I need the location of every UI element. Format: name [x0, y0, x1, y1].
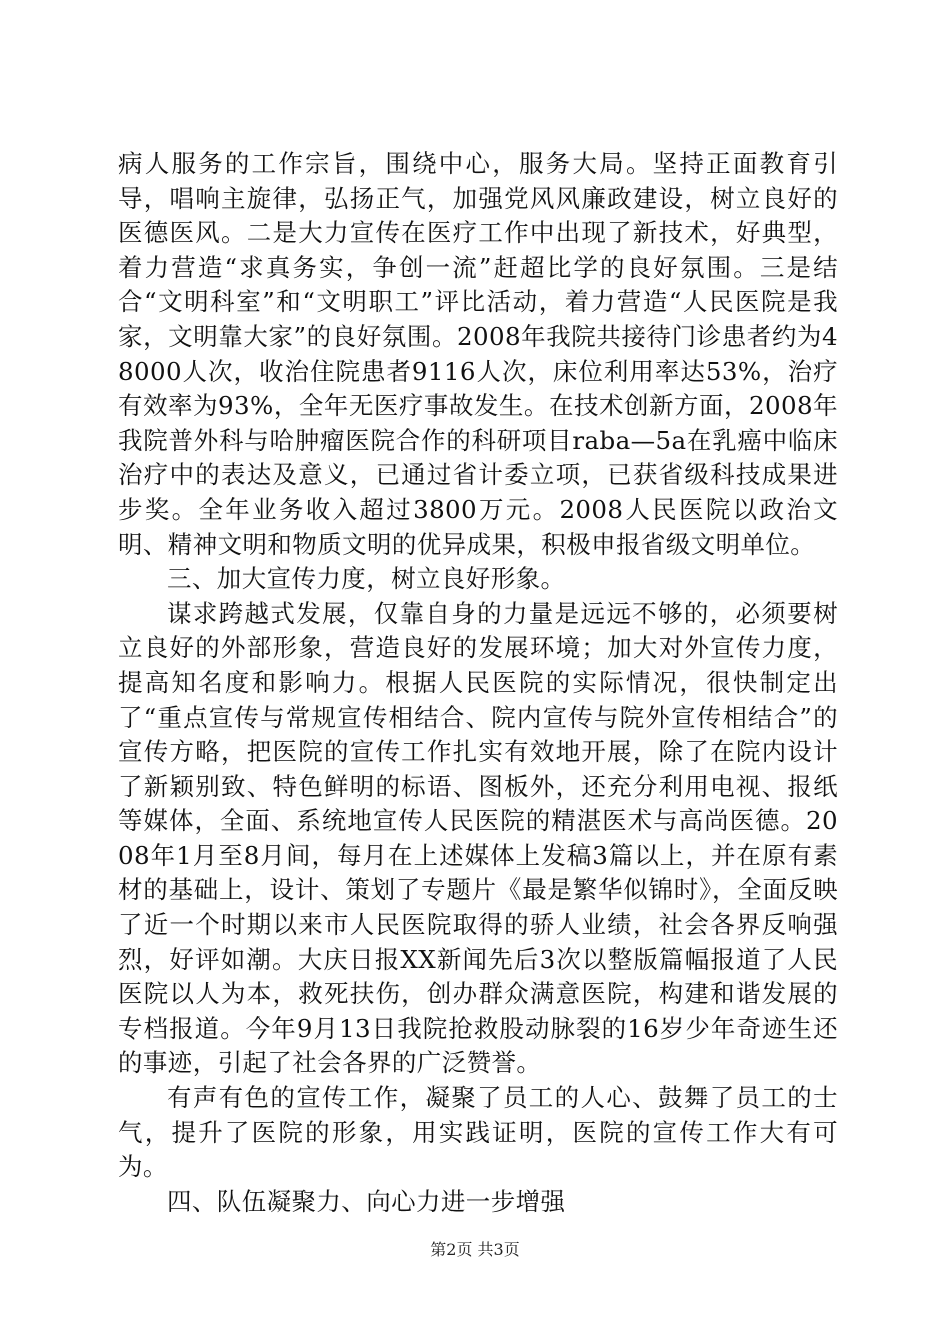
page-footer: 第2页 共3页 [430, 1240, 520, 1259]
paragraph-publicity-summary: 有声有色的宣传工作，凝聚了员工的人心、鼓舞了员工的士气，提升了医院的形象，用实践证明，医院的宣传工作大有可为。 [118, 1083, 838, 1182]
section-heading-team-cohesion: 四、队伍凝聚力、向心力进一步增强 [167, 1186, 566, 1216]
paragraph-hospital-achievements: 病人服务的工作宗旨，围绕中心，服务大局。坚持正面教育引导，唱响主旋律，弘扬正气，加强党风风廉政建设，树立良好的医德医风。二是大力宣传在医疗工作中出现了新技术，好典型，着力营造“求真务实，争创一流”赶超比学的良好氛围。三是结合“文明科室”和“文明职工”评比活动，着力营造“人民医院是我家，文明靠大家”的良好氛围。2008年我院共接待门诊患者约为48000人次，收治住院患者9116人次，床位利用率达53%，治疗有效率为93%，全年无医疗事故发生。在技术创新方面，2008年我院普外科与哈肿瘤医院合作的科研项目raba—5a在乳癌中临床治疗中的表达及意义，已通过省计委立项，已获省级科技成果进步奖。全年业务收入超过3800万元。2008人民医院以政治文明、精神文明和物质文明的优异成果，积极申报省级文明单位。 [118, 149, 838, 559]
section-heading-publicity: 三、加大宣传力度，树立良好形象。 [167, 564, 566, 594]
paragraph-publicity-work: 谋求跨越式发展，仅靠自身的力量是远远不够的，必须要树立良好的外部形象，营造良好的发展环境；加大对外宣传力度，提高知名度和影响力。根据人民医院的实际情况，很快制定出了“重点宣传与常规宣传相结合、院内宣传与院外宣传相结合”的宣传方略，把医院的宣传工作扎实有效地开展，除了在院内设计了新颖别致、特色鲜明的标语、图板外，还充分利用电视、报纸等媒体，全面、系统地宣传人民医院的精湛医术与高尚医德。2008年1月至8月间，每月在上述媒体上发稿3篇以上，并在原有素材的基础上，设计、策划了专题片《最是繁华似锦时》，全面反映了近一个时期以来市人民医院取得的骄人业绩，社会各界反响强烈，好评如潮。大庆日报XX新闻先后3次以整版篇幅报道了人民医院以人为本，救死扶伤，创办群众满意医院，构建和谐发展的专档报道。今年9月13日我院抢救股动脉裂的16岁少年奇迹生还的事迹，引起了社会各界的广泛赞誉。 [118, 598, 838, 1078]
document-body [118, 147, 838, 1219]
